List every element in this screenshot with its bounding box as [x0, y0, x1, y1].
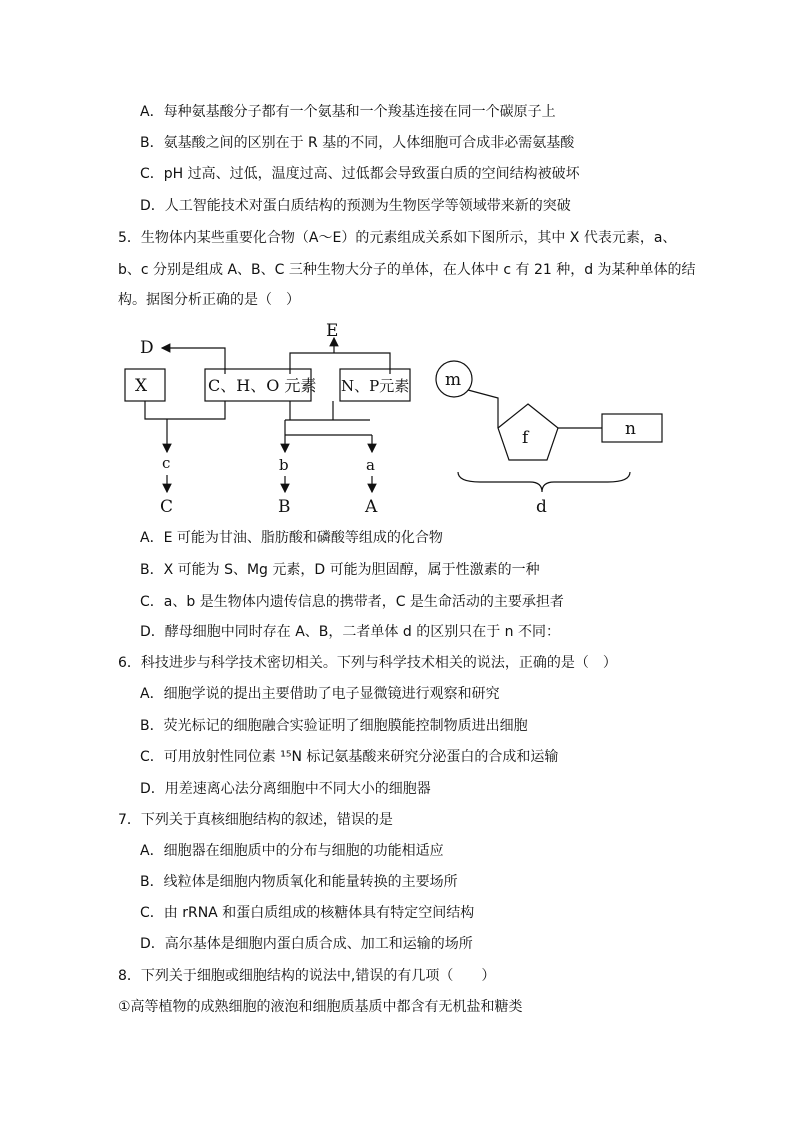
- q6-option-c: C．可用放射性同位素 ¹⁵N 标记氨基酸来研究分泌蛋白的合成和运输: [140, 749, 559, 765]
- q5-stem-line3: 构。据图分析正确的是（ ）: [118, 292, 300, 308]
- label-A: A: [365, 497, 378, 517]
- q8-item-1: ①高等植物的成熟细胞的液泡和细胞质基质中都含有无机盐和糖类: [118, 999, 523, 1015]
- q5-option-a: A．E 可能为甘油、脂肪酸和磷酸等组成的化合物: [140, 530, 443, 546]
- label-D: D: [140, 338, 154, 358]
- q7-stem: 7．下列关于真核细胞结构的叙述，错误的是: [118, 812, 393, 828]
- q6-option-a: A．细胞学说的提出主要借助了电子显微镜进行观察和研究: [140, 686, 500, 702]
- q5-stem-line2: b、c 分别是组成 A、B、C 三种生物大分子的单体，在人体中 c 有 21 种，d 为某种单体的结: [118, 262, 696, 278]
- q4-option-a: A．每种氨基酸分子都有一个氨基和一个羧基连接在同一个碳原子上: [140, 104, 556, 120]
- q4-option-b: B．氨基酸之间的区别在于 R 基的不同，人体细胞可合成非必需氨基酸: [140, 135, 575, 151]
- label-d: d: [536, 497, 547, 517]
- q5-option-b: B．X 可能为 S、Mg 元素，D 可能为胆固醇，属于性激素的一种: [140, 562, 540, 578]
- q7-option-b: B．线粒体是细胞内物质氧化和能量转换的主要场所: [140, 874, 458, 890]
- q5-option-c: C．a、b 是生物体内遗传信息的携带者，C 是生命活动的主要承担者: [140, 594, 564, 610]
- q7-option-c: C．由 rRNA 和蛋白质组成的核糖体具有特定空间结构: [140, 905, 475, 921]
- q6-option-d: D．用差速离心法分离细胞中不同大小的细胞器: [140, 781, 431, 797]
- brace: [458, 472, 630, 492]
- q5-option-d: D．酵母细胞中同时存在 A、B，二者单体 d 的区别只在于 n 不同：: [140, 624, 560, 640]
- label-b: b: [279, 456, 289, 474]
- label-E: E: [326, 321, 339, 341]
- q5-element-diagram: [120, 320, 680, 520]
- label-m: m: [445, 370, 462, 390]
- q6-option-b: B．荧光标记的细胞融合实验证明了细胞膜能控制物质进出细胞: [140, 718, 528, 734]
- box-x-label: X: [135, 376, 148, 396]
- q4-option-d: D．人工智能技术对蛋白质结构的预测为生物医学等领域带来新的突破: [140, 198, 571, 214]
- q5-stem-line1: 5．生物体内某些重要化合物（A～E）的元素组成关系如下图所示，其中 X 代表元素，a、: [118, 230, 677, 246]
- label-f: f: [522, 428, 529, 448]
- q6-stem: 6．科技进步与科学技术密切相关。下列与科学技术相关的说法，正确的是（ ）: [118, 655, 617, 671]
- label-a: a: [366, 456, 375, 474]
- box-cho-label: C、H、O 元素: [208, 376, 317, 395]
- label-n: n: [625, 419, 636, 439]
- label-C: C: [160, 497, 174, 517]
- q7-option-d: D．高尔基体是细胞内蛋白质合成、加工和运输的场所: [140, 936, 473, 952]
- box-np-label: N、P元素: [341, 377, 410, 395]
- q4-option-c: C．pH 过高、过低，温度过高、过低都会导致蛋白质的空间结构被破坏: [140, 166, 580, 182]
- label-c: c: [162, 454, 171, 472]
- q7-option-a: A．细胞器在细胞质中的分布与细胞的功能相适应: [140, 843, 444, 859]
- q8-stem: 8．下列关于细胞或细胞结构的说法中,错误的有几项（ ）: [118, 968, 496, 984]
- label-B: B: [278, 497, 291, 517]
